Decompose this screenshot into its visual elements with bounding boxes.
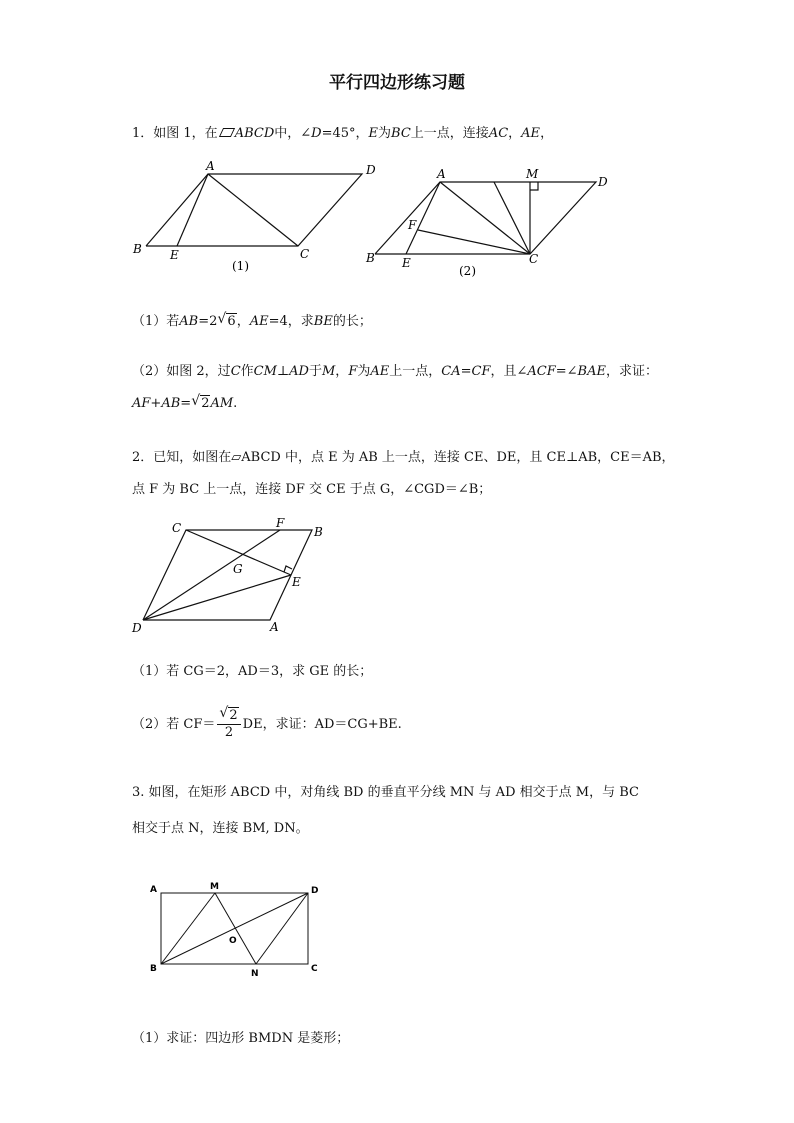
q1f2-right-angle [530, 182, 538, 190]
q2-segment-df [143, 530, 280, 620]
q1-bc: BC [391, 126, 411, 141]
q2-part1: （1）若 CG＝2，AD＝3，求 GE 的长； [132, 664, 373, 679]
q1p2-c: C [230, 364, 241, 379]
q1p2-text: 为 [357, 364, 371, 379]
q2p2-denominator: 2 [224, 725, 234, 740]
q2p2-text: DE，求证：AD＝CG+BE. [242, 717, 402, 732]
q1-abcd: ABCD [234, 126, 275, 141]
q1f2-label-a: A [437, 167, 446, 181]
q1-stem-text: 1．如图 1，在 [132, 126, 218, 141]
q3-label-o: O [229, 936, 237, 946]
q2-right-angle [284, 566, 292, 572]
q1f2-label-d: D [598, 175, 608, 189]
q2-label-b: B [314, 525, 323, 539]
q1-text: =45°， [321, 126, 369, 141]
q1p2-text: 作 [240, 364, 254, 379]
q1p2-af: AF [132, 396, 151, 411]
page-title: 平行四边形练习题 [329, 73, 465, 93]
q1f2-label-e: E [402, 256, 411, 270]
q1p2-text: ， [335, 364, 349, 379]
q2p2-radicand: 2 [229, 708, 238, 723]
q1-ac: AC [488, 126, 509, 141]
q1-ae: AE [521, 126, 541, 141]
q3-diagonal-bd [161, 893, 308, 964]
q1-part2-line1 [132, 360, 658, 379]
sqrt-icon: √ 2 [191, 393, 210, 411]
q2-stem-line1: 2．已知，如图在▱ABCD 中，点 E 为 AB 上一点，连接 CE、DE，且 CE⊥AB，CE＝AB， [132, 450, 675, 465]
q1p2-text: 于 [308, 364, 322, 379]
q1f1-parallelogram [146, 174, 362, 246]
q1p2-f: F [348, 364, 358, 379]
q1p2-text: ⊥ [276, 364, 290, 379]
q1f1-diagonal-ac [208, 174, 298, 246]
q3-stem-line2: 相交于点 N，连接 BM, DN。 [132, 821, 309, 836]
q3-label-c: C [311, 964, 318, 974]
q1p1-text: 的长； [332, 314, 372, 329]
q1f2-label-f: F [408, 218, 417, 232]
q1p2-text: =∠ [555, 364, 578, 379]
q1p1-text: ， [236, 314, 250, 329]
q1p2-radicand: 2 [201, 396, 210, 411]
q3-segment-mn [215, 893, 256, 964]
q1-text: 为 [378, 126, 392, 141]
q1p1-ae: AE [249, 314, 269, 329]
q1f2-segment-c-top [494, 182, 530, 254]
fraction [217, 705, 240, 741]
q2-part2 [132, 705, 402, 741]
q1f2-label-c: C [529, 252, 539, 266]
q1p2-cm: CM [253, 364, 277, 379]
q1f1-segment-ae [177, 174, 208, 246]
q2-label-d: D [132, 621, 142, 635]
q2-stem-line2: 点 F 为 BC 上一点，连接 DF 交 CE 于点 G，∠CGD＝∠B； [132, 482, 492, 497]
q1-text: 中，∠ [274, 126, 312, 141]
q1-e: E [368, 126, 379, 141]
q3-segment-nd [256, 893, 308, 964]
q1f1-label-b: B [133, 242, 142, 256]
q1p2-text: （2）如图 2，过 [132, 364, 231, 379]
q2-label-e: E [292, 575, 301, 589]
q1-text: ， [508, 126, 522, 141]
q1-text: 上一点，连接 [410, 126, 489, 141]
q3-label-b: B [150, 964, 157, 974]
q2-label-a: A [270, 620, 279, 634]
q1-part1 [132, 310, 372, 329]
q1f1-caption: (1) [232, 259, 249, 273]
q1p2-acf: ACF [527, 364, 556, 379]
q1p2-text: + [150, 396, 162, 411]
q1p2-text: ，且∠ [490, 364, 528, 379]
q1p2-ab: AB [161, 396, 181, 411]
q1f2-label-m: M [526, 167, 539, 181]
q1-text: ， [540, 126, 554, 141]
q1f2-diagonal-ac [440, 182, 530, 254]
q1p1-text: （1）若 [132, 314, 180, 329]
q1p2-text: . [233, 396, 238, 411]
q1p2-text: ，求证： [605, 364, 658, 379]
q3-segment-bm [161, 893, 215, 964]
q3-label-m: M [210, 882, 219, 892]
q1p2-ae: AE [370, 364, 390, 379]
sqrt-icon: √ 2 [219, 705, 238, 723]
q1-part2-line2 [132, 393, 238, 411]
q1p2-am: AM [210, 396, 234, 411]
q3-label-n: N [251, 969, 259, 979]
q1f1-label-d: D [366, 163, 376, 177]
q1p2-bae: BAE [577, 364, 606, 379]
q1f1-label-c: C [300, 247, 310, 261]
q1p1-ab: AB [179, 314, 199, 329]
q1f2-label-b: B [366, 251, 375, 265]
q1-d: D [311, 126, 322, 141]
q1p2-text: 上一点， [389, 364, 442, 379]
q1f2-caption: (2) [459, 264, 476, 278]
q1p2-ad: AD [289, 364, 309, 379]
q2-label-g: G [233, 562, 243, 576]
q1p1-text: =4，求 [268, 314, 314, 329]
q2-label-f: F [276, 516, 285, 530]
q2-segment-de [143, 575, 291, 620]
q1p1-be: BE [313, 314, 333, 329]
q3-part1: （1）求证：四边形 BMDN 是菱形； [132, 1031, 350, 1046]
q2-parallelogram [143, 530, 312, 620]
q1p1-text: =2 [198, 314, 218, 329]
q1p2-m: M [321, 364, 336, 379]
q1f2-segment-cf [418, 230, 530, 254]
q1p2-text: = [460, 364, 472, 379]
q2-label-c: C [172, 521, 182, 535]
sqrt-icon: √ 6 [217, 311, 236, 329]
q2p2-text: （2）若 CF＝ [132, 717, 216, 732]
q3-stem-line1: 3. 如图，在矩形 ABCD 中，对角线 BD 的垂直平分线 MN 与 AD 相交于点 M，与 BC [132, 785, 639, 800]
q1f1-label-a: A [206, 159, 215, 173]
q3-label-d: D [311, 886, 319, 896]
q1p1-radicand: 6 [227, 314, 236, 329]
q1p2-text: = [180, 396, 192, 411]
q1p2-cf: CF [471, 364, 491, 379]
q3-label-a: A [150, 885, 157, 895]
q1p2-ca: CA [441, 364, 461, 379]
q1f1-label-e: E [170, 248, 179, 262]
